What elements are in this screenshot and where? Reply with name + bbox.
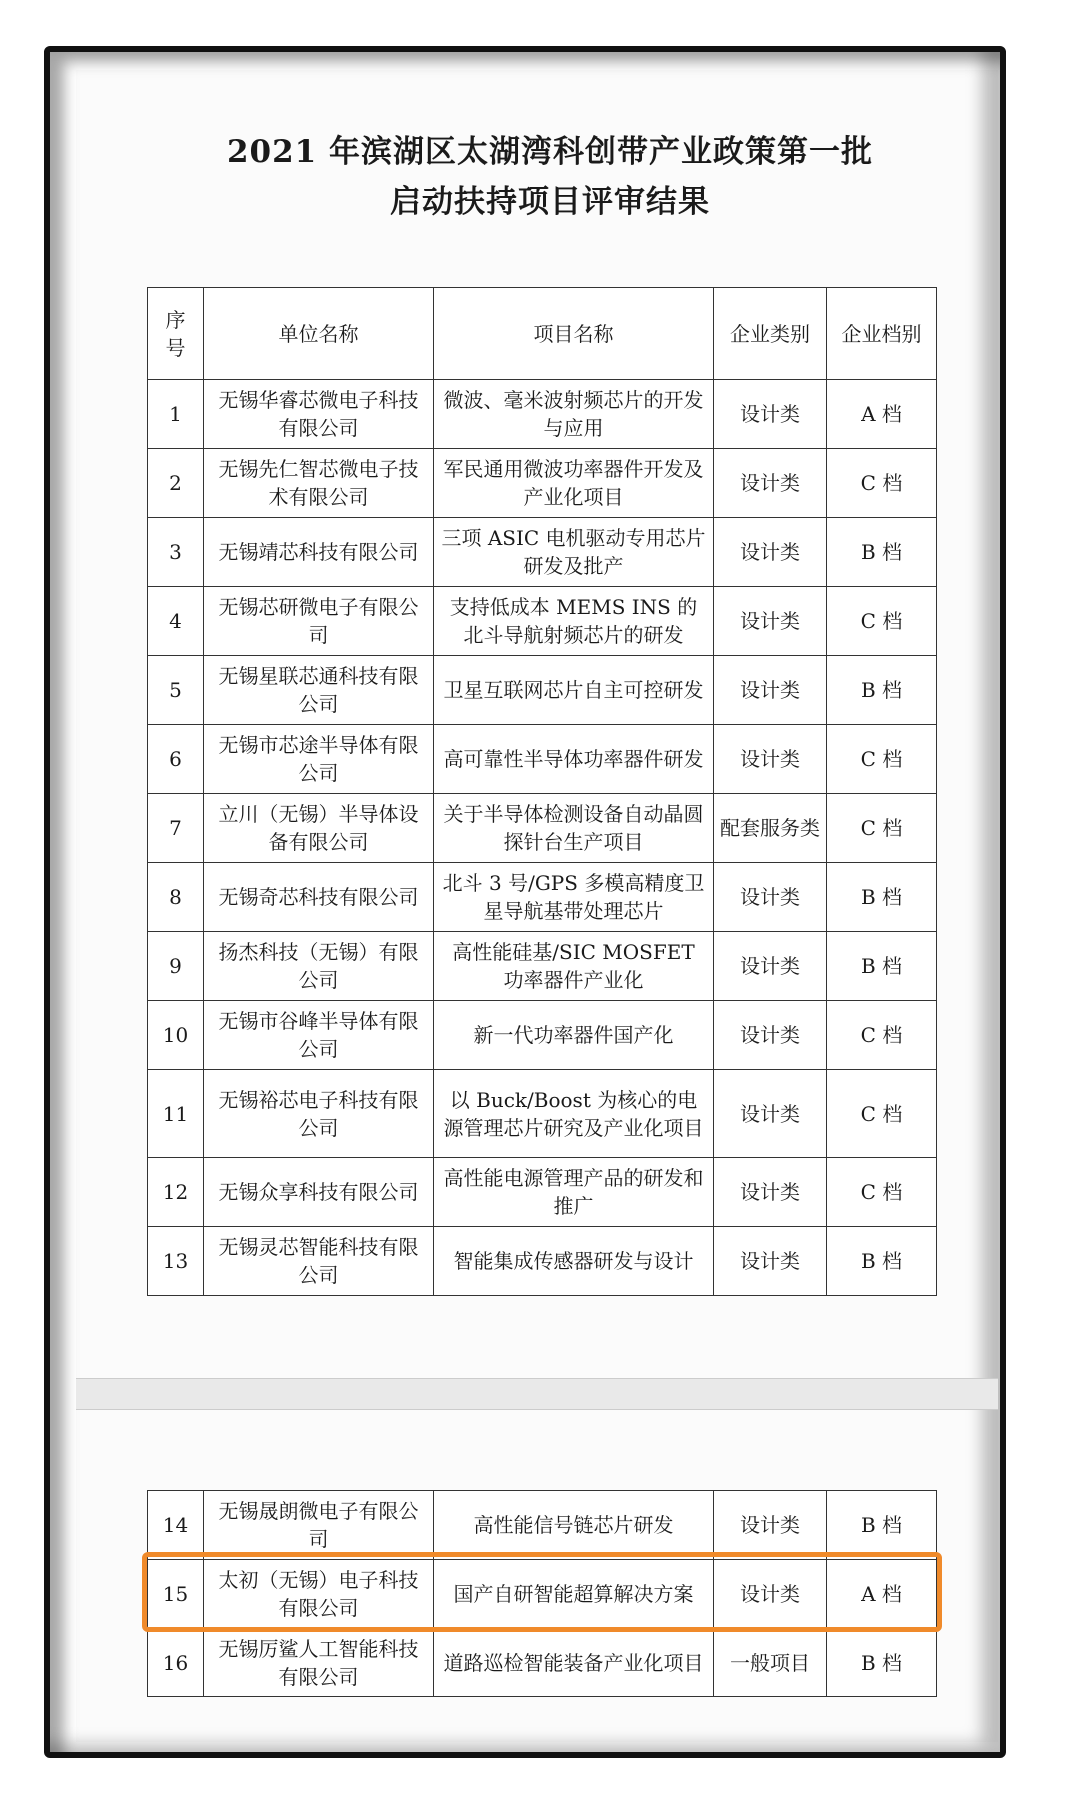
cell-no: 16 bbox=[148, 1629, 204, 1697]
page-separator bbox=[76, 1378, 998, 1410]
cell-grade: C 档 bbox=[827, 449, 937, 518]
cell-project: 高性能信号链芯片研发 bbox=[434, 1491, 714, 1560]
cell-category: 设计类 bbox=[714, 863, 827, 932]
table-row bbox=[148, 725, 937, 794]
cell-category: 设计类 bbox=[714, 1491, 827, 1560]
table-row bbox=[148, 380, 937, 449]
cell-unit: 无锡厉鲨人工智能科技有限公司 bbox=[204, 1629, 434, 1697]
cell-project: 国产自研智能超算解决方案 bbox=[434, 1560, 714, 1629]
cell-no: 7 bbox=[148, 794, 204, 863]
cell-project: 高性能电源管理产品的研发和推广 bbox=[434, 1158, 714, 1227]
cell-no: 6 bbox=[148, 725, 204, 794]
cell-grade: B 档 bbox=[827, 518, 937, 587]
table-row bbox=[148, 449, 937, 518]
table-row bbox=[148, 1001, 937, 1070]
cell-project: 军民通用微波功率器件开发及产业化项目 bbox=[434, 449, 714, 518]
cell-category: 设计类 bbox=[714, 1158, 827, 1227]
cell-project: 高性能硅基/SIC MOSFET 功率器件产业化 bbox=[434, 932, 714, 1001]
cell-grade: B 档 bbox=[827, 1629, 937, 1697]
cell-unit: 扬杰科技（无锡）有限公司 bbox=[204, 932, 434, 1001]
cell-unit: 无锡芯研微电子有限公司 bbox=[204, 587, 434, 656]
table-row bbox=[148, 1158, 937, 1227]
cell-grade: B 档 bbox=[827, 863, 937, 932]
cell-project: 新一代功率器件国产化 bbox=[434, 1001, 714, 1070]
cell-category: 设计类 bbox=[714, 518, 827, 587]
cell-unit: 无锡先仁智芯微电子技术有限公司 bbox=[204, 449, 434, 518]
highlight-box-row-15 bbox=[142, 1552, 942, 1632]
header-unit: 单位名称 bbox=[204, 288, 434, 380]
cell-unit: 无锡奇芯科技有限公司 bbox=[204, 863, 434, 932]
cell-no: 5 bbox=[148, 656, 204, 725]
cell-grade: C 档 bbox=[827, 794, 937, 863]
cell-project: 以 Buck/Boost 为核心的电源管理芯片研究及产业化项目 bbox=[434, 1070, 714, 1158]
cell-project: 北斗 3 号/GPS 多模高精度卫星导航基带处理芯片 bbox=[434, 863, 714, 932]
cell-no: 11 bbox=[148, 1070, 204, 1158]
header-project: 项目名称 bbox=[434, 288, 714, 380]
cell-project: 道路巡检智能装备产业化项目 bbox=[434, 1629, 714, 1697]
cell-unit: 无锡星联芯通科技有限公司 bbox=[204, 656, 434, 725]
cell-no: 3 bbox=[148, 518, 204, 587]
cell-category: 设计类 bbox=[714, 932, 827, 1001]
cell-grade: C 档 bbox=[827, 1001, 937, 1070]
cell-no: 12 bbox=[148, 1158, 204, 1227]
cell-category: 设计类 bbox=[714, 1227, 827, 1296]
table-header-row bbox=[148, 288, 937, 380]
cell-grade: B 档 bbox=[827, 1227, 937, 1296]
cell-unit: 无锡裕芯电子科技有限公司 bbox=[204, 1070, 434, 1158]
cell-category: 设计类 bbox=[714, 1070, 827, 1158]
cell-no: 8 bbox=[148, 863, 204, 932]
cell-unit: 无锡晟朗微电子有限公司 bbox=[204, 1491, 434, 1560]
cell-unit: 无锡众享科技有限公司 bbox=[204, 1158, 434, 1227]
header-category: 企业类别 bbox=[714, 288, 827, 380]
cell-unit: 无锡华睿芯微电子科技有限公司 bbox=[204, 380, 434, 449]
cell-unit: 立川（无锡）半导体设备有限公司 bbox=[204, 794, 434, 863]
cell-category: 设计类 bbox=[714, 587, 827, 656]
cell-unit: 无锡灵芯智能科技有限公司 bbox=[204, 1227, 434, 1296]
cell-project: 微波、毫米波射频芯片的开发与应用 bbox=[434, 380, 714, 449]
table-row bbox=[148, 1070, 937, 1158]
cell-unit: 太初（无锡）电子科技有限公司 bbox=[204, 1560, 434, 1629]
table-row bbox=[148, 863, 937, 932]
cell-grade: C 档 bbox=[827, 1158, 937, 1227]
cell-grade: A 档 bbox=[827, 380, 937, 449]
table-row bbox=[148, 587, 937, 656]
cell-no: 2 bbox=[148, 449, 204, 518]
cell-category: 设计类 bbox=[714, 1001, 827, 1070]
cell-no: 10 bbox=[148, 1001, 204, 1070]
cell-project: 卫星互联网芯片自主可控研发 bbox=[434, 656, 714, 725]
table-row bbox=[148, 1491, 937, 1560]
cell-grade: C 档 bbox=[827, 725, 937, 794]
cell-no: 14 bbox=[148, 1491, 204, 1560]
cell-grade: C 档 bbox=[827, 587, 937, 656]
cell-category: 一般项目 bbox=[714, 1629, 827, 1697]
table-row bbox=[148, 1227, 937, 1296]
cell-no: 4 bbox=[148, 587, 204, 656]
cell-project: 关于半导体检测设备自动晶圆探针台生产项目 bbox=[434, 794, 714, 863]
cell-no: 9 bbox=[148, 932, 204, 1001]
cell-no: 13 bbox=[148, 1227, 204, 1296]
cell-unit: 无锡市芯途半导体有限公司 bbox=[204, 725, 434, 794]
cell-category: 设计类 bbox=[714, 656, 827, 725]
cell-project: 三项 ASIC 电机驱动专用芯片研发及批产 bbox=[434, 518, 714, 587]
cell-grade: B 档 bbox=[827, 656, 937, 725]
cell-project: 智能集成传感器研发与设计 bbox=[434, 1227, 714, 1296]
table-row bbox=[148, 932, 937, 1001]
cell-category: 设计类 bbox=[714, 380, 827, 449]
table-row bbox=[148, 794, 937, 863]
cell-no: 1 bbox=[148, 380, 204, 449]
header-no: 序号 bbox=[148, 288, 204, 380]
document-title-line1: 2021 年滨湖区太湖湾科创带产业政策第一批 bbox=[226, 134, 874, 170]
table-row bbox=[148, 656, 937, 725]
results-table bbox=[147, 287, 937, 1296]
cell-category: 设计类 bbox=[714, 449, 827, 518]
cell-grade: B 档 bbox=[827, 932, 937, 1001]
cell-no: 15 bbox=[148, 1560, 204, 1629]
cell-project: 高可靠性半导体功率器件研发 bbox=[434, 725, 714, 794]
cell-category: 设计类 bbox=[714, 1560, 827, 1629]
table-row bbox=[148, 1629, 937, 1697]
cell-unit: 无锡市谷峰半导体有限公司 bbox=[204, 1001, 434, 1070]
cell-category: 配套服务类 bbox=[714, 794, 827, 863]
cell-project: 支持低成本 MEMS INS 的北斗导航射频芯片的研发 bbox=[434, 587, 714, 656]
cell-grade: B 档 bbox=[827, 1491, 937, 1560]
cell-category: 设计类 bbox=[714, 725, 827, 794]
table-row bbox=[148, 518, 937, 587]
cell-grade: C 档 bbox=[827, 1070, 937, 1158]
header-grade: 企业档别 bbox=[827, 288, 937, 380]
cell-unit: 无锡靖芯科技有限公司 bbox=[204, 518, 434, 587]
cell-grade: A 档 bbox=[827, 1560, 937, 1629]
document-title-line2: 启动扶持项目评审结果 bbox=[390, 184, 710, 220]
